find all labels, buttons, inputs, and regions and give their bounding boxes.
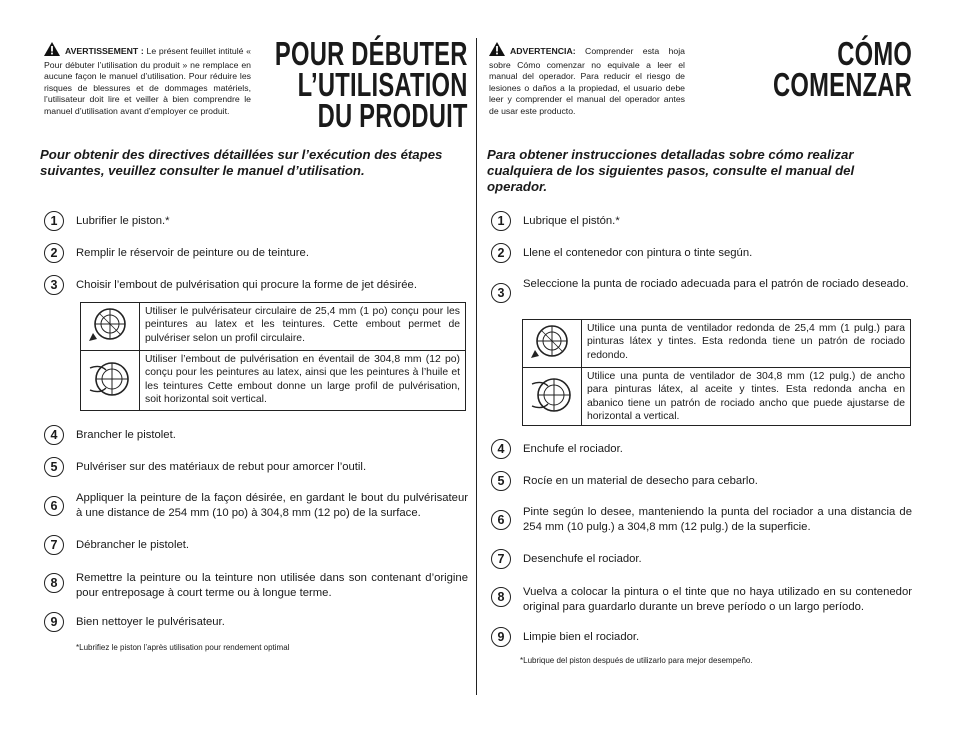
step-number: 3 — [44, 275, 64, 295]
round-spray-tip-icon — [523, 320, 582, 368]
round-spray-tip-icon — [81, 303, 140, 351]
step-number: 5 — [44, 457, 64, 477]
warning-text: Le présent feuillet intitulé « Pour débuter l’utilisation du produit » ne remplace en aucune façon le manuel d’utilisation. Pour réduire les risques de blessures et de dommages matériels, l’utilisateur doit lire et veiller à bien comprendre le manuel d’utilisation avant d’employer ce produit. — [44, 46, 252, 116]
step-number: 2 — [44, 243, 64, 263]
step-number: 1 — [44, 211, 64, 231]
column-divider — [476, 38, 477, 695]
fan-spray-tip-icon — [523, 368, 582, 426]
tip-row — [81, 303, 466, 351]
warning-triangle-icon — [489, 42, 505, 60]
tip-row — [523, 320, 911, 368]
step-text: Llene el contenedor con pintura o tinte según. — [523, 247, 753, 259]
step-number: 7 — [44, 535, 64, 555]
warning-label: AVERTISSEMENT : — [65, 46, 144, 56]
warning-box — [489, 42, 685, 118]
intro-text: Para obtener instrucciones detalladas sobre cómo realizar cualquiera de los siguientes pasos, consulte el manual del operador. — [487, 147, 855, 194]
step-text: Seleccione la punta de rociado adecuada para el patrón de rociado deseado. — [523, 278, 909, 290]
step-number: 2 — [491, 243, 511, 263]
step-text: Pinte según lo desee, manteniendo la punta del rociador a una distancia de 254 mm (10 pulg.) a 304,8 mm (12 pulg.) de la superficie. — [523, 506, 912, 533]
tip-description: Utilice una punta de ventilador de 304,8 mm (12 pulg.) de ancho para pinturas látex, al aceite y tintes. Esta redonda ancha en abanico tiene un patrón de rociado ancho que puede ajustarse de horizontal a vertical. — [582, 368, 911, 426]
footnote: *Lubrique del piston después de utilizarlo para mejor desempeño. — [520, 656, 753, 665]
tip-description: Utiliser l’embout de pulvérisation en éventail de 304,8 mm (12 po) conçu pour les peintures au latex, ainsi que les peintures à l’huile et les teintures Cette embout donne un large profil de pulvérisation, soit horizontal soit vertical. — [140, 351, 466, 411]
warning-triangle-icon — [44, 42, 60, 60]
step-text: Rocíe en un material de desecho para cebarlo. — [523, 475, 758, 487]
warning-label: ADVERTENCIA: — [510, 46, 576, 56]
step-number: 7 — [491, 549, 511, 569]
spray-tip-table — [522, 319, 911, 426]
page-title — [275, 35, 468, 134]
step-number: 6 — [491, 510, 511, 530]
step-text: Vuelva a colocar la pintura o el tinte que no haya utilizado en su contenedor original para guardarlo durante un breve período o un largo período. — [523, 586, 912, 613]
title-line: CÓMO — [837, 35, 912, 72]
step-number: 1 — [491, 211, 511, 231]
footnote: *Lubrifiez le piston l’après utilisation pour rendement optimal — [76, 643, 290, 652]
step-number: 6 — [44, 496, 64, 516]
step-text: Lubrique el pistón.* — [523, 215, 620, 227]
step-number: 9 — [491, 627, 511, 647]
tip-row — [81, 351, 466, 411]
step-number: 5 — [491, 471, 511, 491]
step-text: Desenchufe el rociador. — [523, 553, 642, 565]
step-text: Débrancher le pistolet. — [76, 539, 190, 551]
step-number: 9 — [44, 612, 64, 632]
tip-description: Utiliser le pulvérisateur circulaire de 25,4 mm (1 po) conçu pour les peintures au latex et les teintures. Cette embout permet de pulvériser selon un profil circulaire. — [140, 303, 466, 351]
step-text: Remettre la peinture ou la teinture non utilisée dans son contenant d’origine pour entreposage à court terme ou à longue terme. — [76, 572, 468, 599]
warning-text: Comprender esta hoja sobre Cómo comenzar no equivale a leer el manual del operador. Para reducir el riesgo de lesiones o daños a la propiedad, el usuario debe leer y comprender el manual del operador antes de usar este producto. — [489, 46, 685, 116]
step-text: Pulvériser sur des matériaux de rebut pour amorcer l’outil. — [76, 461, 367, 473]
step-number: 4 — [491, 439, 511, 459]
title-line: L’UTILISATION — [298, 66, 468, 103]
step-text: Appliquer la peinture de la façon désirée, en gardant le bout du pulvérisateur à une distance de 254 mm (10 po) à 304,8 mm (12 po) de la surface. — [76, 492, 468, 519]
step-text: Enchufe el rociador. — [523, 443, 623, 455]
title-line: COMENZAR — [772, 66, 912, 103]
step-text: Limpie bien el rociador. — [523, 631, 640, 643]
step-text: Lubrifier le piston.* — [76, 215, 170, 227]
step-text: Choisir l’embout de pulvérisation qui procure la forme de jet désirée. — [76, 279, 417, 291]
step-number: 4 — [44, 425, 64, 445]
intro-text: Pour obtenir des directives détaillées sur l’exécution des étapes suivantes, veuillez consulter le manuel d’utilisation. — [40, 147, 443, 178]
page-title — [772, 35, 912, 103]
warning-box — [44, 42, 251, 118]
step-text: Bien nettoyer le pulvérisateur. — [76, 616, 225, 628]
tip-row — [523, 368, 911, 426]
title-line: POUR DÉBUTER — [275, 35, 468, 72]
step-number: 3 — [491, 283, 511, 303]
tip-description: Utilice una punta de ventilador redonda de 25,4 mm (1 pulg.) para pinturas látex y tintes. Esta redonda tiene un patrón de rociado redondo. — [582, 320, 911, 368]
step-number: 8 — [491, 587, 511, 607]
step-text: Brancher le pistolet. — [76, 429, 176, 441]
step-text: Remplir le réservoir de peinture ou de teinture. — [76, 247, 309, 259]
fan-spray-tip-icon — [81, 351, 140, 411]
step-number: 8 — [44, 573, 64, 593]
title-line: DU PRODUIT — [317, 97, 468, 134]
spray-tip-table — [80, 302, 466, 411]
